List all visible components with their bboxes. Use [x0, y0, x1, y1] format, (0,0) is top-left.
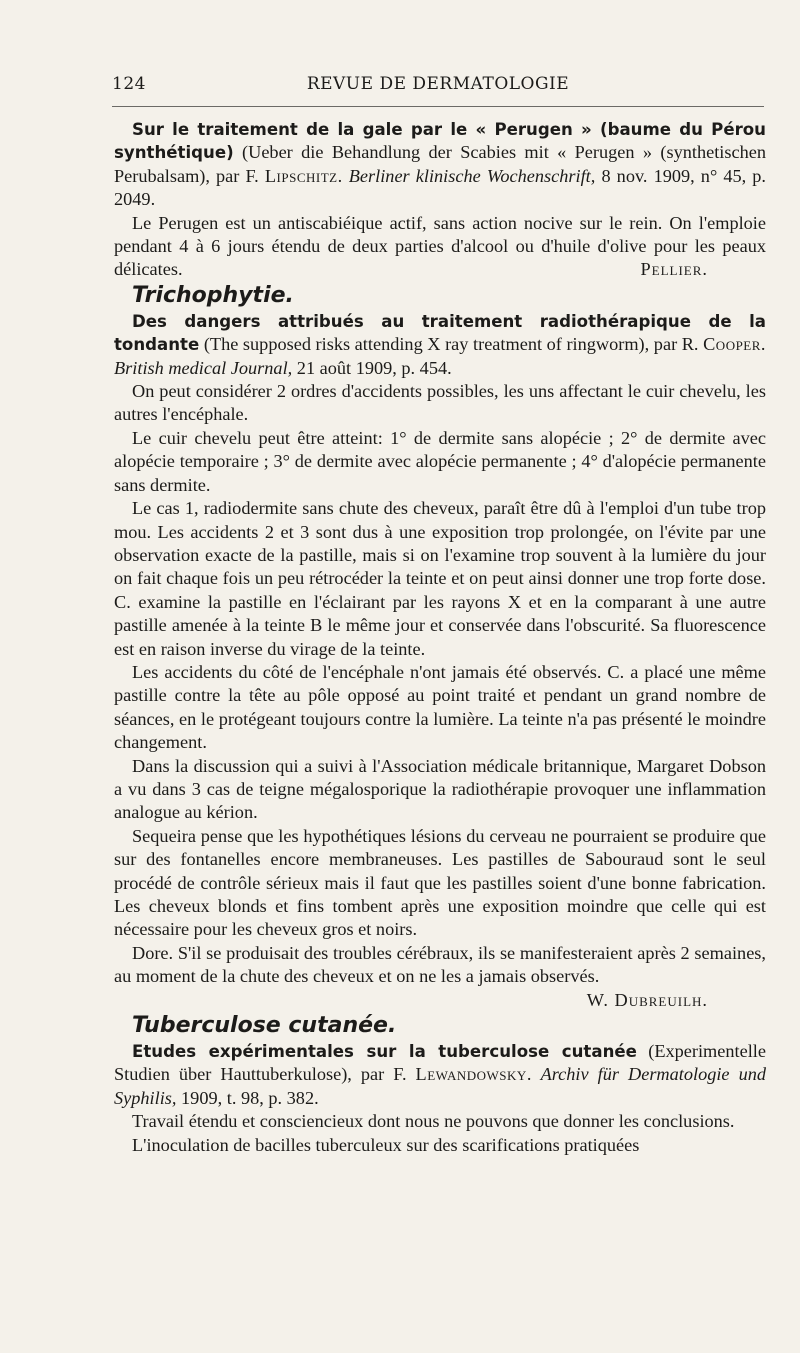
article-citation	[114, 1040, 766, 1110]
section-heading: Tuberculose cutanée.	[132, 1013, 397, 1039]
paragraph	[114, 942, 766, 1010]
paragraph-text: Dore. S'il se produisait des troubles cérébraux, ils se manifesteraient après 2 semaines, au moment de la chute des cheveux et on ne les a jamais observés.	[114, 942, 766, 987]
paragraph	[114, 212, 766, 282]
paragraph: L'inoculation de bacilles tuberculeux sur des scarifications pratiquées	[132, 1134, 640, 1155]
author-name: Lipschitz.	[264, 165, 343, 186]
citation-details: 8 nov. 1909, n° 45, p. 2049.	[114, 165, 767, 210]
journal-name: Archiv für Dermatologie und Syphilis,	[114, 1064, 766, 1108]
journal-name: Berliner klinische Wochenschrift,	[342, 165, 596, 186]
paragraph: Le cas 1, radiodermite sans chute des cheveux, paraît être dû à l'emploi d'un tube trop mou. Les accidents 2 et 3 sont dus à une exposition trop prolongée, on l'évite par une observation exacte de la pastille, mais si on l'examine trop souvent à la lumière du jour on fait chaque fois un peu rétrocéder la teinte et on peut ainsi donner une trop forte dose. C. examine la pastille en l'éclairant par les rayons X et en la comparant à une autre pastille amenée à la teinte B le même jour et conservée dans l'obscurité. Sa fluorescence est en raison inverse du virage de la teinte.	[114, 498, 766, 659]
article-citation	[114, 310, 766, 380]
citation-text: (Ueber die Behandlung der Scabies mit « Perugen » (synthetischen Perubalsam), par F.	[114, 142, 766, 186]
page-body	[114, 118, 766, 1157]
author-name: Cooper.	[703, 334, 766, 355]
citation-text: (The supposed risks attending X ray treatment of ringworm), par R.	[199, 334, 704, 355]
article-title: Des dangers attribués au traitement radiothérapique de la tondante	[114, 311, 766, 355]
paragraph: Le cuir chevelu peut être atteint: 1° de dermite sans alopécie ; 2° de dermite avec alopécie temporaire ; 3° de dermite avec alopécie permanente ; 4° d'alopécie permanente sans dermite.	[114, 427, 766, 495]
paragraph: Travail étendu et consciencieux dont nous ne pouvons que donner les conclusions.	[132, 1111, 735, 1132]
signature: Pellier.	[640, 259, 708, 280]
header-rule	[112, 106, 764, 107]
paragraph: Dans la discussion qui a suivi à l'Association médicale britannique, Margaret Dobson a vu dans 3 cas de teigne mégalosporique la radiothérapie provoquer une inflammation analogue au kérion.	[114, 755, 766, 823]
article-citation	[114, 118, 766, 212]
running-title: REVUE DE DERMATOLOGIE	[306, 74, 570, 94]
page-number: 124	[112, 74, 146, 94]
paragraph: Les accidents du côté de l'encéphale n'ont jamais été observés. C. a placé une même pastille contre la tête au pôle opposé au point traité et pendant un grand nombre de séances, en le protégeant toujours contre la lumière. La teinte n'a pas présenté le moindre changement.	[114, 661, 766, 753]
citation-text: (Experimentelle Studien über Hauttuberkulose), par F.	[114, 1041, 766, 1085]
citation-details: 1909, t. 98, p. 382.	[176, 1087, 319, 1108]
journal-name: British medical Journal,	[114, 357, 293, 378]
author-name: Lewandowsky.	[415, 1064, 532, 1085]
paragraph: Sequeira pense que les hypothétiques lésions du cerveau ne pourraient se produire que sur des fontanelles encore membraneuses. Les pastilles de Sabouraud sont le seul procédé de contrôle sérieux mais il faut que les pastilles soient d'une bonne fabrication. Les cheveux blonds et fins tombent après une exposition moindre que celle qui est nécessaire pour les cheveux gros et noirs.	[114, 825, 766, 940]
article-title: Sur le traitement de la gale par le « Perugen » (baume du Pérou synthétique)	[114, 120, 766, 163]
section-heading: Trichophytie.	[132, 282, 294, 308]
paragraph-text: Le Perugen est un antiscabiéique actif, sans action nocive sur le rein. On l'emploie pendant 4 à 6 jours étendu de deux parties d'alcool ou d'huile d'olive pour les peaux délicates.	[114, 212, 766, 280]
signature: W. Dubreuilh.	[586, 989, 708, 1010]
paragraph: On peut considérer 2 ordres d'accidents possibles, les uns affectant le cuir chevelu, les autres l'encéphale.	[114, 381, 766, 425]
citation-details: 21 août 1909, p. 454.	[292, 357, 452, 378]
article-title: Etudes expérimentales sur la tuberculose cutanée	[132, 1042, 637, 1062]
